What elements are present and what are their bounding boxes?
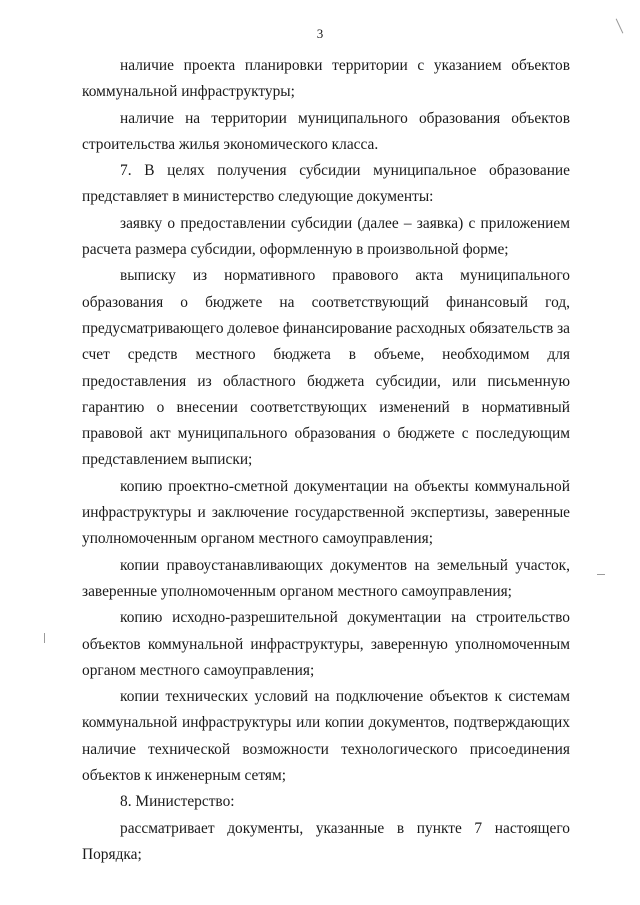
paragraph: 8. Министерство:	[120, 793, 235, 811]
scan-mark	[44, 633, 45, 643]
paragraph: выписку из нормативного правового акта муниципального образования о бюджете на соответствующий финансовый год, предусматривающего долевое финансирование расходных обязательств за счет средств местного бюджета в объеме, необходимом для предоставления из областного бюджета субсидии, или письменную гарантию о внесении соответствующих изменений в нормативный правовой акт муниципального образования о бюджете с последующим представлением выписки;	[82, 267, 570, 469]
paragraph: 7. В целях получения субсидии муниципальное образование представляет в министерство следующие документы:	[82, 162, 570, 206]
page-number: 3	[316, 26, 324, 41]
paragraph: рассматривает документы, указанные в пункте 7 настоящего Порядка;	[82, 819, 570, 863]
paragraph: наличие проекта планировки территории с указанием объектов коммунальной инфраструктуры;	[82, 57, 570, 101]
scan-mark	[597, 574, 605, 575]
paragraph: копию исходно-разрешительной документации на строительство объектов коммунальной инфраструктуры, заверенную уполномоченным органом местного самоуправления;	[82, 609, 570, 679]
document-body	[82, 53, 570, 868]
paragraph: копию проектно-сметной документации на объекты коммунальной инфраструктуры и заключение государственной экспертизы, заверенные уполномоченным органом местного самоуправления;	[82, 477, 570, 548]
paragraph: заявку о предоставлении субсидии (далее – заявка) с приложением расчета размера субсидии, оформленную в произвольной форме;	[82, 214, 570, 259]
paragraph: наличие на территории муниципального образования объектов строительства жилья экономического класса.	[82, 109, 570, 153]
paragraph: копии технических условий на подключение объектов к системам коммунальной инфраструктуры или копии документов, подтверждающих наличие технической возможности технологического присоединения объектов к инженерным сетям;	[82, 688, 570, 785]
paragraph: копии правоустанавливающих документов на земельный участок, заверенные уполномоченным органом местного самоуправления;	[82, 556, 570, 600]
